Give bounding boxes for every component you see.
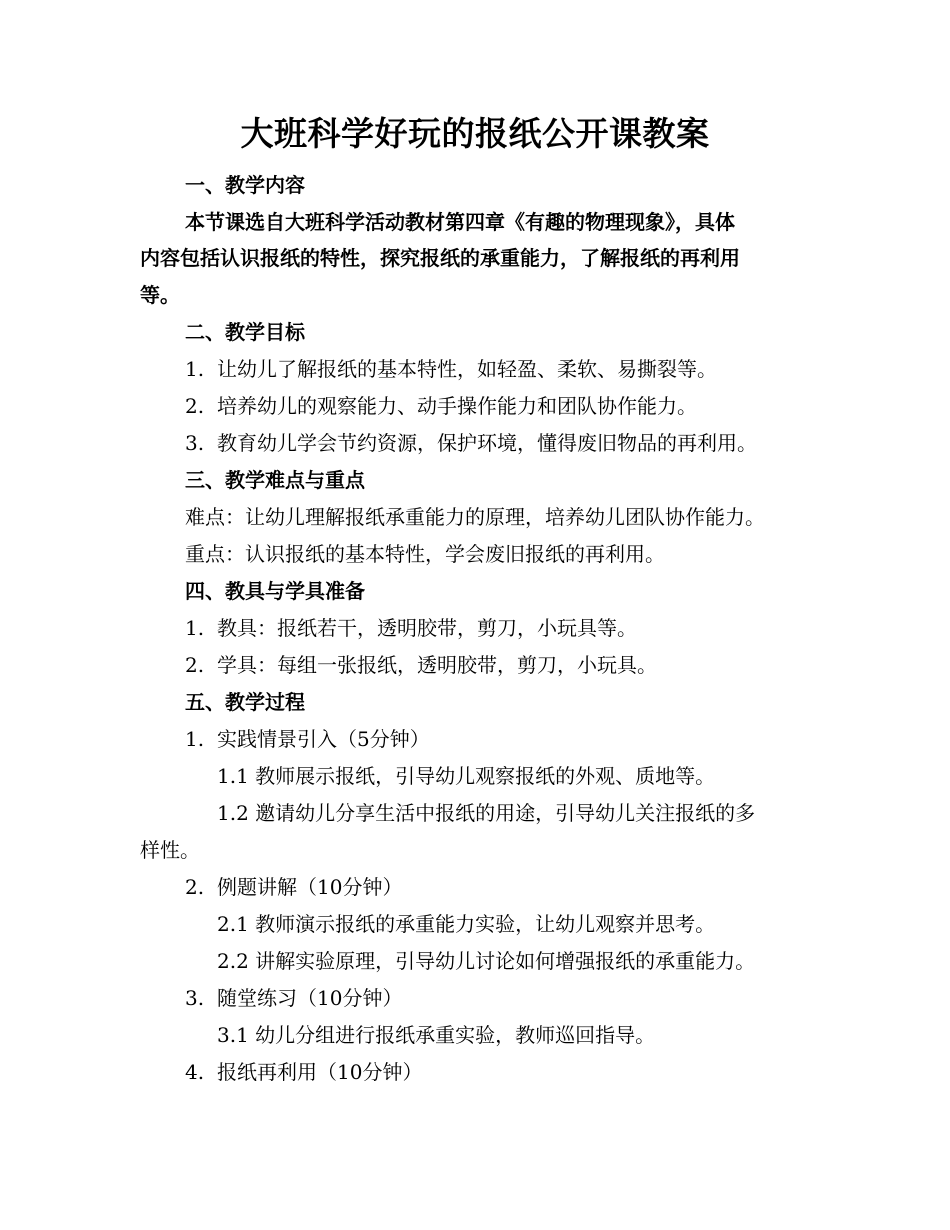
content-paragraph-line: 内容包括认识报纸的特性，探究报纸的承重能力，了解报纸的再利用 <box>140 246 740 270</box>
list-item-number: 1. <box>185 357 205 381</box>
section-heading-content: 一、教学内容 <box>185 173 305 197</box>
process-step-number: 4. <box>185 1060 205 1084</box>
focus-text: 重点：认识报纸的基本特性，学会废旧报纸的再利用。 <box>185 542 665 566</box>
section-heading-materials: 四、教具与学具准备 <box>185 579 365 603</box>
section-heading-goals: 二、教学目标 <box>185 320 305 344</box>
process-step-number: 3. <box>185 986 205 1010</box>
process-step-text: 随堂练习（10分钟） <box>217 986 403 1010</box>
list-item-text: 让幼儿了解报纸的基本特性，如轻盈、柔软、易撕裂等。 <box>217 357 717 381</box>
process-step-text: 实践情景引入（5分钟） <box>217 727 430 751</box>
process-substep-continuation: 样性。 <box>140 838 200 862</box>
process-step-number: 2. <box>185 875 205 899</box>
section-heading-key-points: 三、教学难点与重点 <box>185 468 365 492</box>
difficulty-text: 难点：让幼儿理解报纸承重能力的原理，培养幼儿团队协作能力。 <box>185 505 765 529</box>
list-item <box>185 650 657 680</box>
process-step <box>185 983 402 1013</box>
list-item <box>185 354 717 384</box>
content-paragraph-line: 本节课选自大班科学活动教材第四章《有趣的物理现象》，具体 <box>185 210 735 234</box>
document-title: 大班科学好玩的报纸公开课教案 <box>240 114 710 153</box>
list-item <box>185 613 637 643</box>
list-item-number: 1. <box>185 616 205 640</box>
process-substep: 1.1 教师展示报纸，引导幼儿观察报纸的外观、质地等。 <box>217 764 716 788</box>
process-substep: 2.2 讲解实验原理，引导幼儿讨论如何增强报纸的承重能力。 <box>217 949 756 973</box>
process-substep: 2.1 教师演示报纸的承重能力实验，让幼儿观察并思考。 <box>217 912 716 936</box>
list-item-number: 2. <box>185 653 205 677</box>
list-item-text: 学具：每组一张报纸，透明胶带，剪刀，小玩具。 <box>217 653 657 677</box>
process-step-text: 例题讲解（10分钟） <box>217 875 403 899</box>
process-step-text: 报纸再利用（10分钟） <box>217 1060 423 1084</box>
list-item-number: 3. <box>185 431 205 455</box>
section-heading-process: 五、教学过程 <box>185 690 305 714</box>
list-item <box>185 428 757 458</box>
process-substep: 1.2 邀请幼儿分享生活中报纸的用途，引导幼儿关注报纸的多 <box>217 801 756 825</box>
process-substep: 3.1 幼儿分组进行报纸承重实验，教师巡回指导。 <box>217 1023 656 1047</box>
list-item-text: 教具：报纸若干，透明胶带，剪刀，小玩具等。 <box>217 616 637 640</box>
process-step <box>185 1057 422 1087</box>
list-item-text: 教育幼儿学会节约资源，保护环境，懂得废旧物品的再利用。 <box>217 431 757 455</box>
list-item-number: 2. <box>185 394 205 418</box>
list-item <box>185 391 697 421</box>
process-step <box>185 724 430 754</box>
list-item-text: 培养幼儿的观察能力、动手操作能力和团队协作能力。 <box>217 394 697 418</box>
process-step-number: 1. <box>185 727 205 751</box>
process-step <box>185 872 402 902</box>
content-paragraph-line: 等。 <box>140 283 180 307</box>
